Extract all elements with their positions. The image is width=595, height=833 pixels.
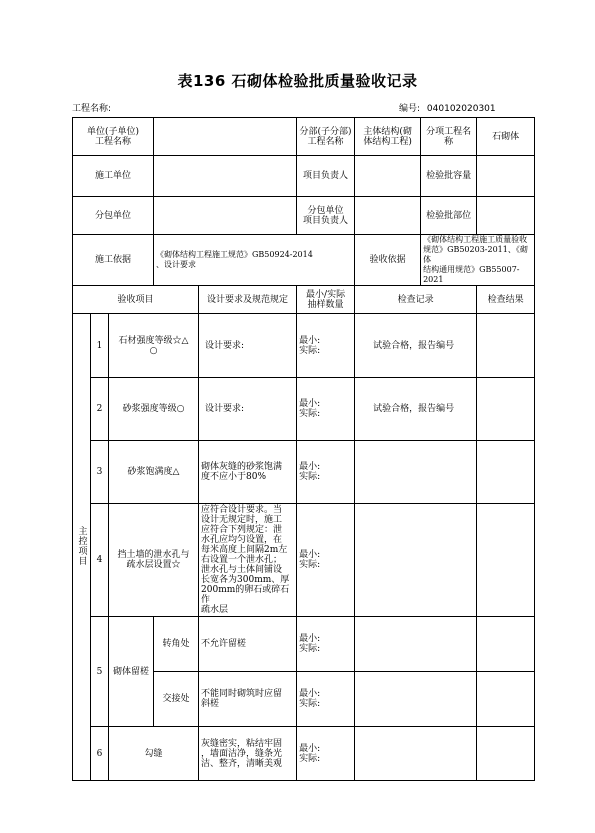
division-value: 主体结构(砌 体结构工程): [355, 118, 421, 156]
sub-item-name: 转角处: [154, 617, 199, 672]
check-result[interactable]: [477, 378, 535, 441]
sample-count: 最小: 实际:: [297, 617, 355, 672]
check-result[interactable]: [477, 617, 535, 672]
serial-value: 040102020301: [426, 104, 496, 114]
project-name-label: 工程名称:: [72, 104, 112, 114]
acceptance-basis-value: 《砌体结构工程施工质量验收 规范》GB50203-2011、《砌体 结构通用规范》GB55007-2021: [421, 235, 535, 286]
requirement: 不允许留槎: [199, 617, 297, 672]
row-number: 5: [91, 617, 109, 727]
sample-count: 最小: 实际:: [297, 727, 355, 781]
project-manager-label: 项目负责人: [297, 156, 355, 197]
project-manager-value[interactable]: [355, 156, 421, 197]
subitem-label: 分项工程名称: [421, 118, 477, 156]
column-requirement: 设计要求及规范规定: [199, 286, 297, 314]
item-name: 砂浆强度等级○: [109, 378, 199, 441]
sub-manager-label: 分包单位 项目负责人: [297, 197, 355, 235]
sample-count: 最小: 实际:: [297, 504, 355, 617]
check-result[interactable]: [477, 314, 535, 378]
row-number: 6: [91, 727, 109, 781]
requirement: 灰缝密实，粘结牢固 ，墙面洁净，缝条光 洁、整齐，清晰美观: [199, 727, 297, 781]
check-record[interactable]: [355, 441, 477, 504]
table-row: [73, 314, 535, 378]
item-name: 挡土墙的泄水孔与 疏水层设置☆: [109, 504, 199, 617]
batch-capacity-label: 检验批容量: [421, 156, 477, 197]
check-record: 试验合格，报告编号: [355, 314, 477, 378]
requirement: 设计要求:: [199, 378, 297, 441]
sample-count: 最小: 实际:: [297, 314, 355, 378]
check-result[interactable]: [477, 727, 535, 781]
column-result: 检查结果: [477, 286, 535, 314]
check-record[interactable]: [355, 617, 477, 672]
subcontractor-label: 分包单位: [73, 197, 154, 235]
basis-label: 施工依据: [73, 235, 154, 286]
batch-location-label: 检验批部位: [421, 197, 477, 235]
serial-label: 编号:: [399, 104, 421, 114]
division-label: 分部(子分部) 工程名称: [297, 118, 355, 156]
unit-label: 单位(子单位) 工程名称: [73, 118, 154, 156]
subcontractor-value[interactable]: [154, 197, 297, 235]
acceptance-basis-label: 验收依据: [355, 235, 421, 286]
row-number: 2: [91, 378, 109, 441]
column-sample: 最小/实际 抽样数量: [297, 286, 355, 314]
batch-location-value[interactable]: [477, 197, 535, 235]
column-item: 验收项目: [73, 286, 199, 314]
item-name: 勾缝: [109, 727, 199, 781]
table-row: [73, 727, 535, 781]
check-result[interactable]: [477, 441, 535, 504]
item-name: 砂浆饱满度△: [109, 441, 199, 504]
sample-count: 最小: 实际:: [297, 378, 355, 441]
item-name: 石材强度等级☆△ ○: [109, 314, 199, 378]
table-row: [73, 617, 535, 672]
batch-capacity-value[interactable]: [477, 156, 535, 197]
row-number: 4: [91, 504, 109, 617]
sample-count: 最小: 实际:: [297, 672, 355, 727]
check-record[interactable]: [355, 672, 477, 727]
requirement: 砌体灰缝的砂浆饱满 度不应小于80%: [199, 441, 297, 504]
item-name: 砌体留槎: [109, 617, 154, 727]
main-control-label: 主控项目: [73, 314, 91, 781]
row-number: 1: [91, 314, 109, 378]
requirement: 应符合设计要求。当 设计无规定时，施工 应符合下列规定：泄 水孔应均匀设置，在 每米高度上间隔2m左 右设置一个泄水孔； 泄水孔与土体间铺设 长宽各为300mm、厚 200mm的卵石或碎石作 疏水层: [199, 504, 297, 617]
row-number: 3: [91, 441, 109, 504]
construction-unit-value[interactable]: [154, 156, 297, 197]
requirement: 不能同时砌筑时应留 斜槎: [199, 672, 297, 727]
form-title: 表136 石砌体检验批质量验收记录: [177, 72, 418, 90]
check-record: 试验合格，报告编号: [355, 378, 477, 441]
table-row: [73, 441, 535, 504]
sub-item-name: 交接处: [154, 672, 199, 727]
table-row: [73, 378, 535, 441]
check-result[interactable]: [477, 504, 535, 617]
requirement: 设计要求:: [199, 314, 297, 378]
sub-manager-value[interactable]: [355, 197, 421, 235]
column-record: 检查记录: [355, 286, 477, 314]
check-record[interactable]: [355, 727, 477, 781]
serial-number: [399, 101, 496, 114]
table-row: [73, 504, 535, 617]
unit-value[interactable]: [154, 118, 297, 156]
check-record[interactable]: [355, 504, 477, 617]
check-result[interactable]: [477, 672, 535, 727]
inspection-table: [72, 117, 535, 781]
basis-value: 《砌体结构工程施工规范》GB50924-2014 、设计要求: [154, 235, 355, 286]
sample-count: 最小: 实际:: [297, 441, 355, 504]
subitem-value: 石砌体: [477, 118, 535, 156]
construction-unit-label: 施工单位: [73, 156, 154, 197]
